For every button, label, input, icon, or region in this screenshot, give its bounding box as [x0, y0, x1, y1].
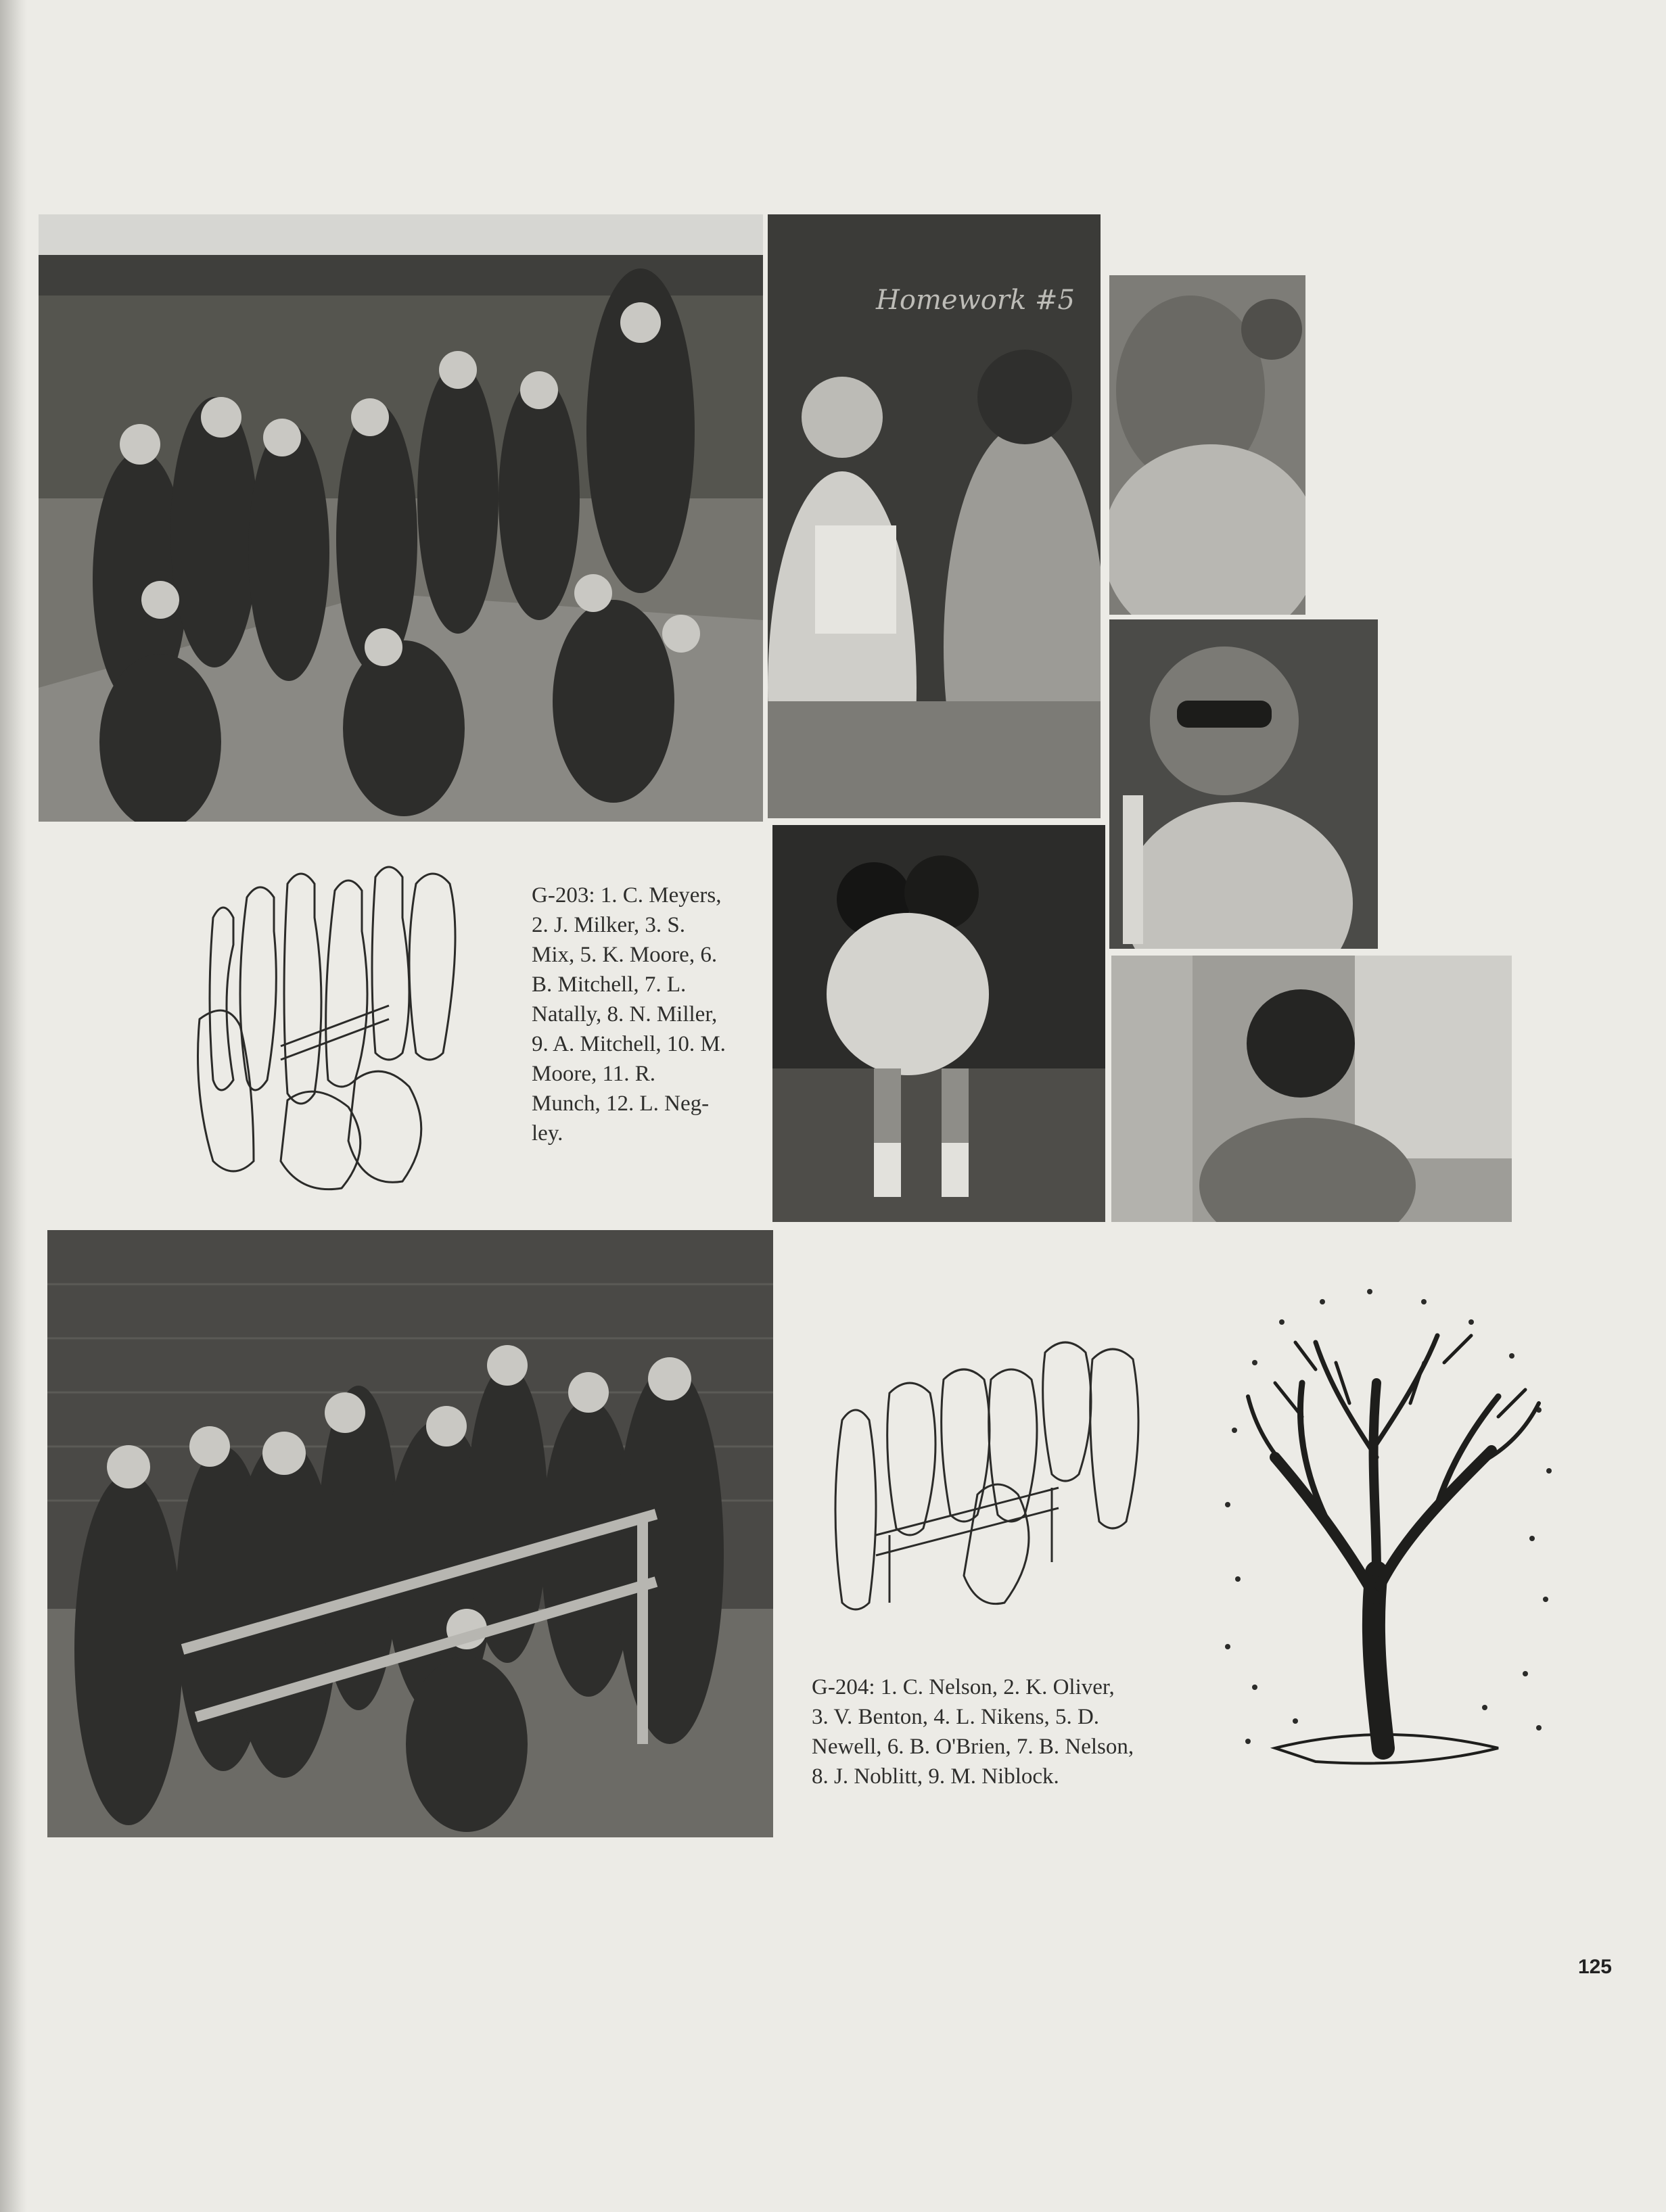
photo-girl-sunglasses — [1109, 619, 1378, 949]
photo-group-g204 — [47, 1230, 773, 1837]
photo-girl-profile — [1109, 275, 1305, 615]
blackboard-writing: Homework #5 — [876, 285, 1075, 316]
photo-girls-hugging — [772, 825, 1105, 1222]
page-number: 125 — [1577, 1956, 1612, 1978]
tree-illustration — [1214, 1281, 1559, 1782]
key-drawing-g203 — [186, 857, 470, 1192]
photo-teacher-blackboard — [768, 214, 1101, 818]
caption-g204: G-204: 1. C. Nelson, 2. K. Oliver, 3. V. Benton, 4. L. Nikens, 5. D. Newell, 6. B. O'Brien, 7. B. Nelson, 8. J. Noblitt, 9. M. Niblock. — [812, 1675, 1134, 1789]
caption-g203: G-203: 1. C. Meyers, 2. J. Milker, 3. S. Mix, 5. K. Moore, 6. B. Mitchell, 7. L. Natally, 8. N. Miller, 9. A. Mitchell, 10. M. Moore, 11. R. Munch, 12. L. Negley. — [532, 883, 726, 1146]
photo-boy-glasses — [1111, 956, 1512, 1222]
photo-group-g203 — [39, 214, 763, 822]
page-binding-shadow — [0, 0, 27, 2212]
key-drawing-g204 — [829, 1332, 1170, 1623]
